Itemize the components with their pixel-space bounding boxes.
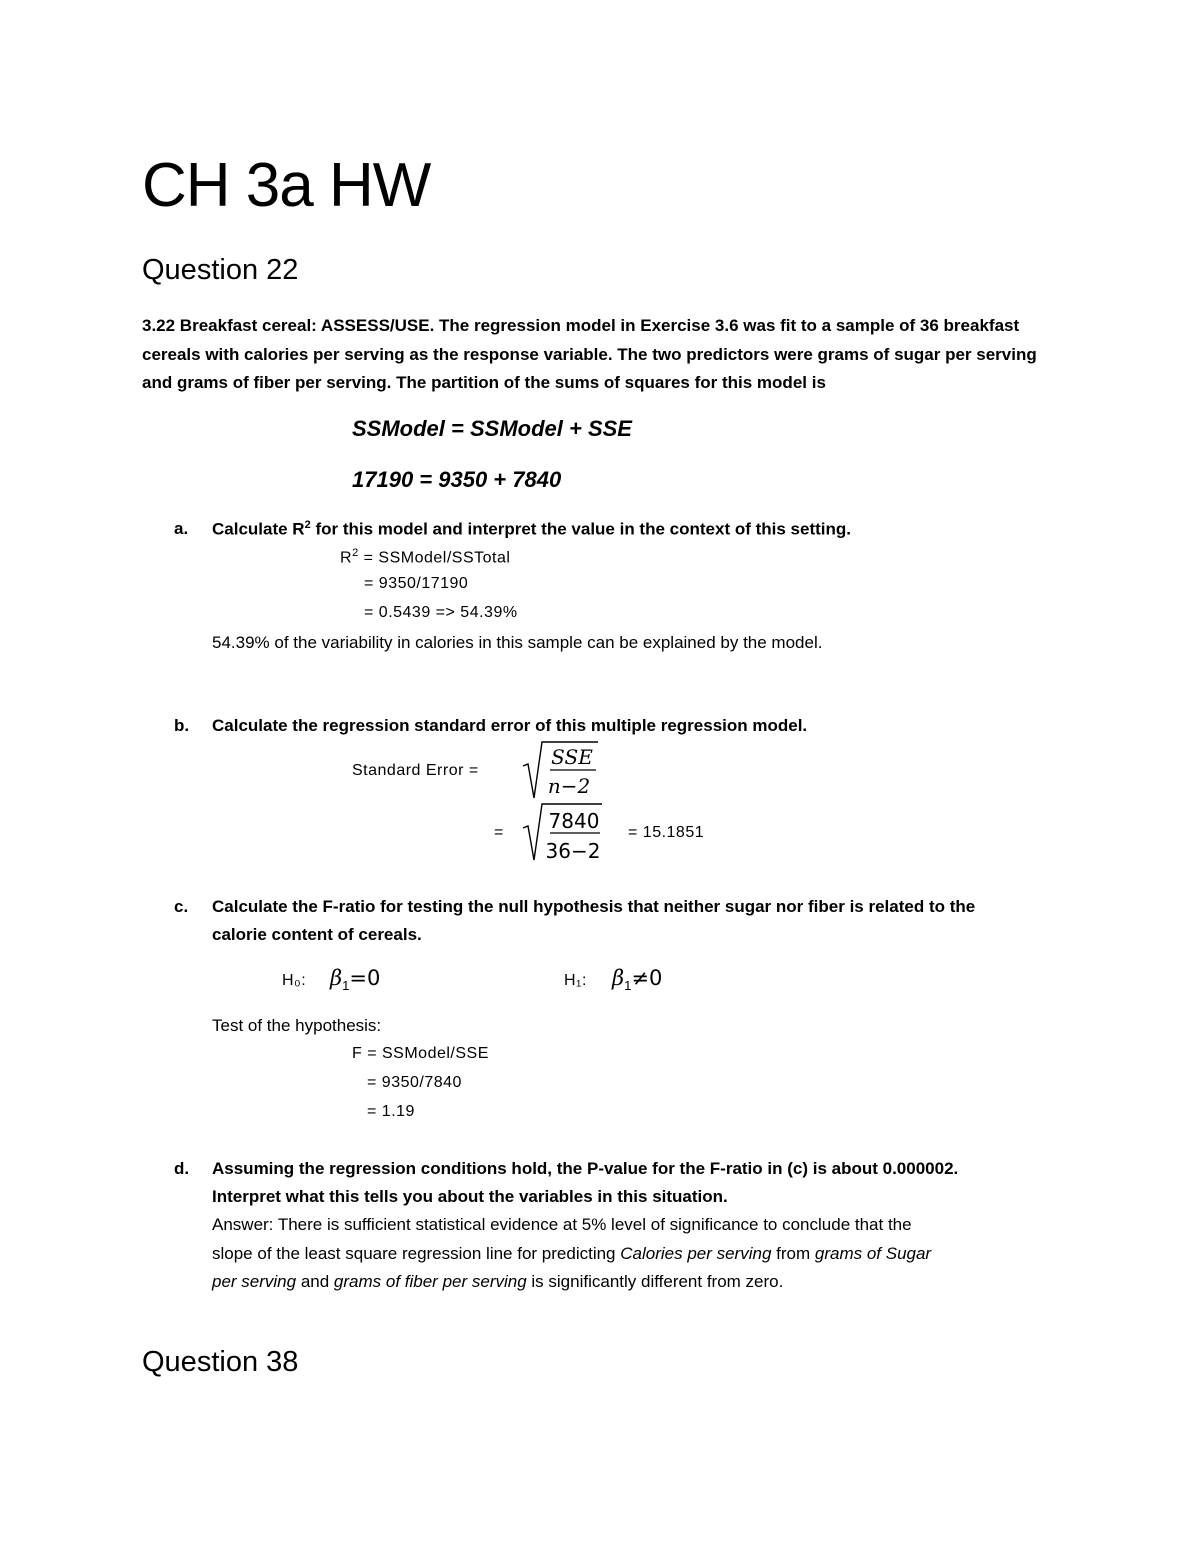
f-ratio-result: = 1.19 <box>367 1103 415 1120</box>
standard-error-result: = 15.1851 <box>628 824 705 841</box>
part-b-label: b. <box>174 716 190 735</box>
f-ratio-formula: F = SSModel/SSE <box>352 1045 489 1062</box>
part-c-question-line1: Calculate the F-ratio for testing the null hypothesis that neither sugar nor fiber is related to the <box>212 897 976 916</box>
page-title: CH 3a HW <box>142 151 431 220</box>
part-a-r2-step: = 9350/17190 <box>364 575 469 592</box>
fraction-1-denominator: n−2 <box>547 774 591 798</box>
null-hypothesis: $\beta_1=0$ <box>330 966 381 994</box>
part-d-answer-line2: slope of the least square regression line for predicting Calories per serving from grams of Sugar <box>212 1244 932 1263</box>
part-a-r2-formula: $R^2$ = SSModel/SSTotal <box>340 547 511 567</box>
alt-hypothesis: $\beta_1\ne 0$ <box>612 966 663 994</box>
alt-hypothesis-label: H₁: <box>564 972 587 989</box>
part-d-label: d. <box>174 1159 190 1178</box>
equals-sign: = <box>494 824 504 841</box>
part-a-interpretation: 54.39% of the variability in calories in this sample can be explained by the model. <box>212 633 823 652</box>
standard-error-label: Standard Error = <box>352 762 479 779</box>
question-22-heading: Question 22 <box>142 254 299 286</box>
question-22-intro: 3.22 Breakfast cereal: ASSESS/USE. The regression model in Exercise 3.6 was fit to a sample of 36 breakfast cereals with calories per serving as the response variable. The two predictors were grams of sugar per serving and grams of fiber per serving. The partition of the sums of squares for this model is <box>142 316 1037 392</box>
null-hypothesis-label: H₀: <box>282 972 307 989</box>
fraction-1-numerator: SSE <box>551 745 593 769</box>
part-d-question-line2: Interpret what this tells you about the variables in this situation. <box>212 1187 728 1206</box>
question-38-heading: Question 38 <box>142 1346 299 1378</box>
part-b-question: Calculate the regression standard error of this multiple regression model. <box>212 716 808 735</box>
part-d-answer-line1: Answer: There is sufficient statistical evidence at 5% level of significance to conclude that the <box>212 1215 912 1234</box>
part-a-r2-result: = 0.5439 => 54.39% <box>364 604 518 621</box>
f-ratio-step: = 9350/7840 <box>367 1074 462 1091</box>
ss-partition-values: 17190 = 9350 + 7840 <box>352 467 562 492</box>
part-a-question: Calculate $R^2$ for this model and interpret the value in the context of this setting. <box>212 519 851 539</box>
part-c-label: c. <box>174 897 189 916</box>
part-c-question-line2: calorie content of cereals. <box>212 925 422 944</box>
part-d-answer-line3: per serving and grams of fiber per serving is significantly different from zero. <box>212 1272 784 1291</box>
fraction-2-denominator: 36−2 <box>545 839 601 863</box>
fraction-2-numerator: 7840 <box>548 809 600 833</box>
part-d-question-line1: Assuming the regression conditions hold, the P-value for the F-ratio in (c) is about 0.000002. <box>212 1159 959 1178</box>
ss-partition-equation: SSModel = SSModel + SSE <box>352 416 632 441</box>
test-of-hypothesis-label: Test of the hypothesis: <box>212 1016 382 1035</box>
part-a-label: a. <box>174 519 189 538</box>
